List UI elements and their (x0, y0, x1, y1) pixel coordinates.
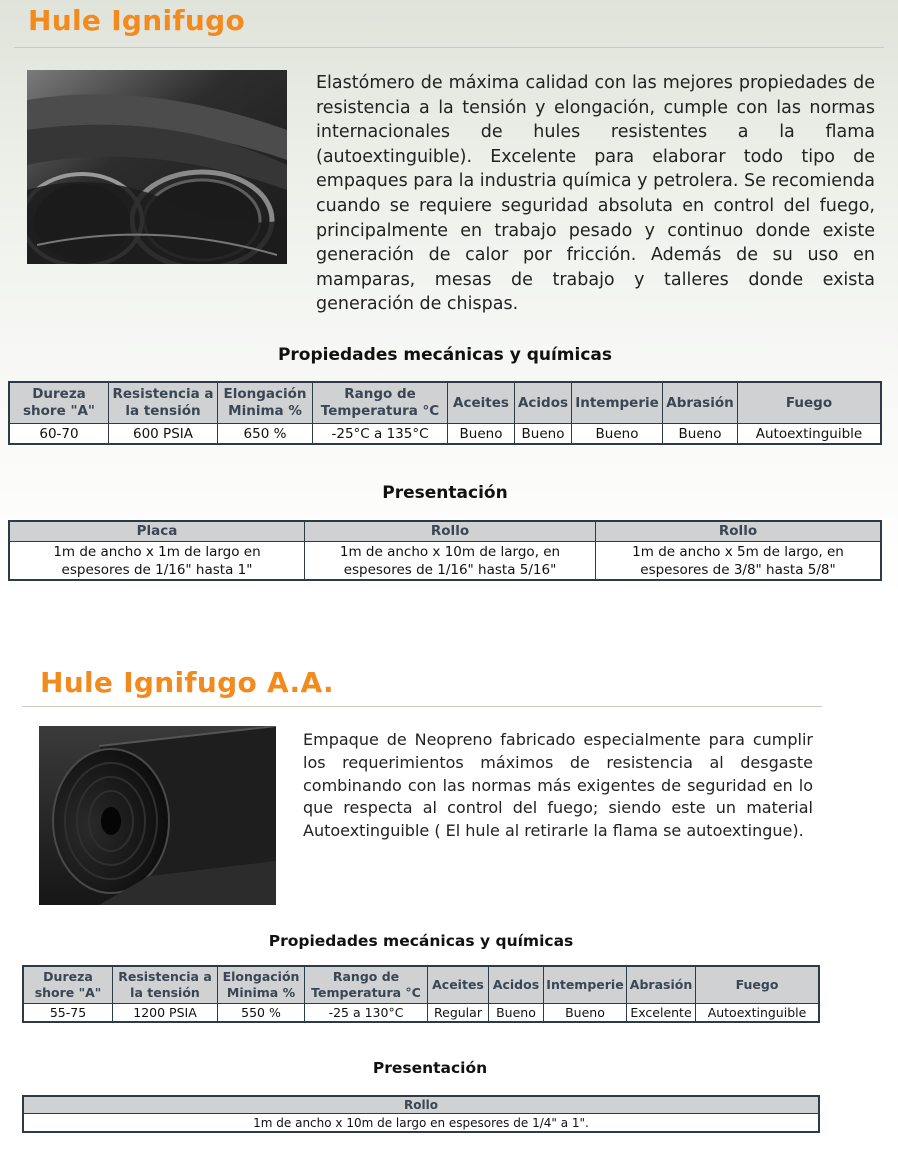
section2-pres-table (22, 1095, 820, 1133)
col-header-dureza: Dureza shore "A" (10, 383, 108, 423)
col-header-rollo: Rollo (24, 1097, 818, 1113)
col-header-resistencia: Resistencia a la tensión (109, 383, 217, 423)
cell-dureza: 55-75 (24, 1004, 112, 1021)
cell-intemperie: Bueno (572, 424, 662, 443)
col-header-intemperie: Intemperie (544, 967, 626, 1003)
cell-rollo: 1m de ancho x 10m de largo en espesores de 1/4" a 1". (24, 1114, 818, 1131)
section2-props-table (22, 965, 820, 1023)
section2-props-title: Propiedades mecánicas y químicas (268, 932, 574, 950)
col-header-elongacion: Elongación Minima % (218, 967, 304, 1003)
cell-acidos: Bueno (515, 424, 571, 443)
col-header-rollo-1: Rollo (305, 522, 595, 541)
section1-pres-table (8, 520, 882, 581)
table-header-row (10, 522, 880, 541)
col-header-dureza: Dureza shore "A" (24, 967, 112, 1003)
col-header-placa: Placa (10, 522, 304, 541)
section1-title: Hule Ignifugo (28, 4, 245, 37)
cell-acidos: Bueno (489, 1004, 543, 1021)
col-header-resistencia: Resistencia a la tensión (113, 967, 217, 1003)
table-header-row (10, 383, 880, 423)
col-header-abrasion: Abrasión (627, 967, 695, 1003)
cell-elongacion: 550 % (218, 1004, 304, 1021)
cell-rollo-2: 1m de ancho x 5m de largo, en espesores de 3/8" hasta 5/8" (596, 542, 880, 579)
cell-resistencia: 600 PSIA (109, 424, 217, 443)
section2-pres-title: Presentación (372, 1059, 488, 1077)
section2-description: Empaque de Neopreno fabricado especialmente para cumplir los requerimientos máximos de resistencia al desgaste combinando con las normas más exigentes de seguridad en lo que respecta al control del fuego; siendo este un material Autoextinguible ( El hule al retirarle la flama se autoextingue). (303, 730, 813, 841)
cell-abrasion: Bueno (663, 424, 737, 443)
cell-abrasion: Excelente (627, 1004, 695, 1021)
cell-elongacion: 650 % (218, 424, 312, 443)
cell-aceites: Regular (428, 1004, 488, 1021)
col-header-aceites: Aceites (428, 967, 488, 1003)
rubber-sheet-photo (27, 70, 287, 264)
col-header-elongacion: Elongación Minima % (218, 383, 312, 423)
cell-dureza: 60-70 (10, 424, 108, 443)
cell-resistencia: 1200 PSIA (113, 1004, 217, 1021)
cell-fuego: Autoextinguible (738, 424, 880, 443)
section1-props-title: Propiedades mecánicas y químicas (277, 345, 613, 365)
cell-placa: 1m de ancho x 1m de largo en espesores de 1/16" hasta 1" (10, 542, 304, 579)
cell-temperatura: -25 a 130°C (305, 1004, 427, 1021)
table-header-row (24, 967, 818, 1003)
cell-temperatura: -25°C a 135°C (313, 424, 447, 443)
cell-intemperie: Bueno (544, 1004, 626, 1021)
col-header-fuego: Fuego (738, 383, 880, 423)
table-row (24, 1004, 818, 1021)
col-header-temperatura: Rango de Temperatura °C (305, 967, 427, 1003)
section2-title: Hule Ignifugo A.A. (40, 666, 334, 699)
col-header-abrasion: Abrasión (663, 383, 737, 423)
section2-title-divider (22, 706, 822, 707)
table-row (10, 542, 880, 579)
col-header-intemperie: Intemperie (572, 383, 662, 423)
cell-fuego: Autoextinguible (696, 1004, 818, 1021)
col-header-rollo-2: Rollo (596, 522, 880, 541)
col-header-temperatura: Rango de Temperatura °C (313, 383, 447, 423)
col-header-acidos: Acidos (515, 383, 571, 423)
rubber-roll-photo (39, 726, 276, 905)
cell-aceites: Bueno (448, 424, 514, 443)
section1-title-divider (14, 47, 884, 48)
section1-description: Elastómero de máxima calidad con las mejores propiedades de resistencia a la tensión y elongación, cumple con las normas internacionales de hules resistentes a la flama (autoextinguible). Excelente para elaborar todo tipo de empaques para la industria química y petrolera. Se recomienda cuando se requiere seguridad absoluta en control del fuego, principalmente en trabajo pesado y continuo donde existe generación de calor por fricción. Además de su uso en mamparas, mesas de trabajo y talleres donde exista generación de chispas. (316, 73, 875, 315)
col-header-acidos: Acidos (489, 967, 543, 1003)
col-header-fuego: Fuego (696, 967, 818, 1003)
table-row (10, 424, 880, 443)
section1-props-table (8, 381, 882, 445)
table-header-row (24, 1097, 818, 1113)
col-header-aceites: Aceites (448, 383, 514, 423)
cell-rollo-1: 1m de ancho x 10m de largo, en espesores de 1/16" hasta 5/16" (305, 542, 595, 579)
table-row (24, 1114, 818, 1131)
section1-pres-title: Presentación (382, 483, 508, 503)
